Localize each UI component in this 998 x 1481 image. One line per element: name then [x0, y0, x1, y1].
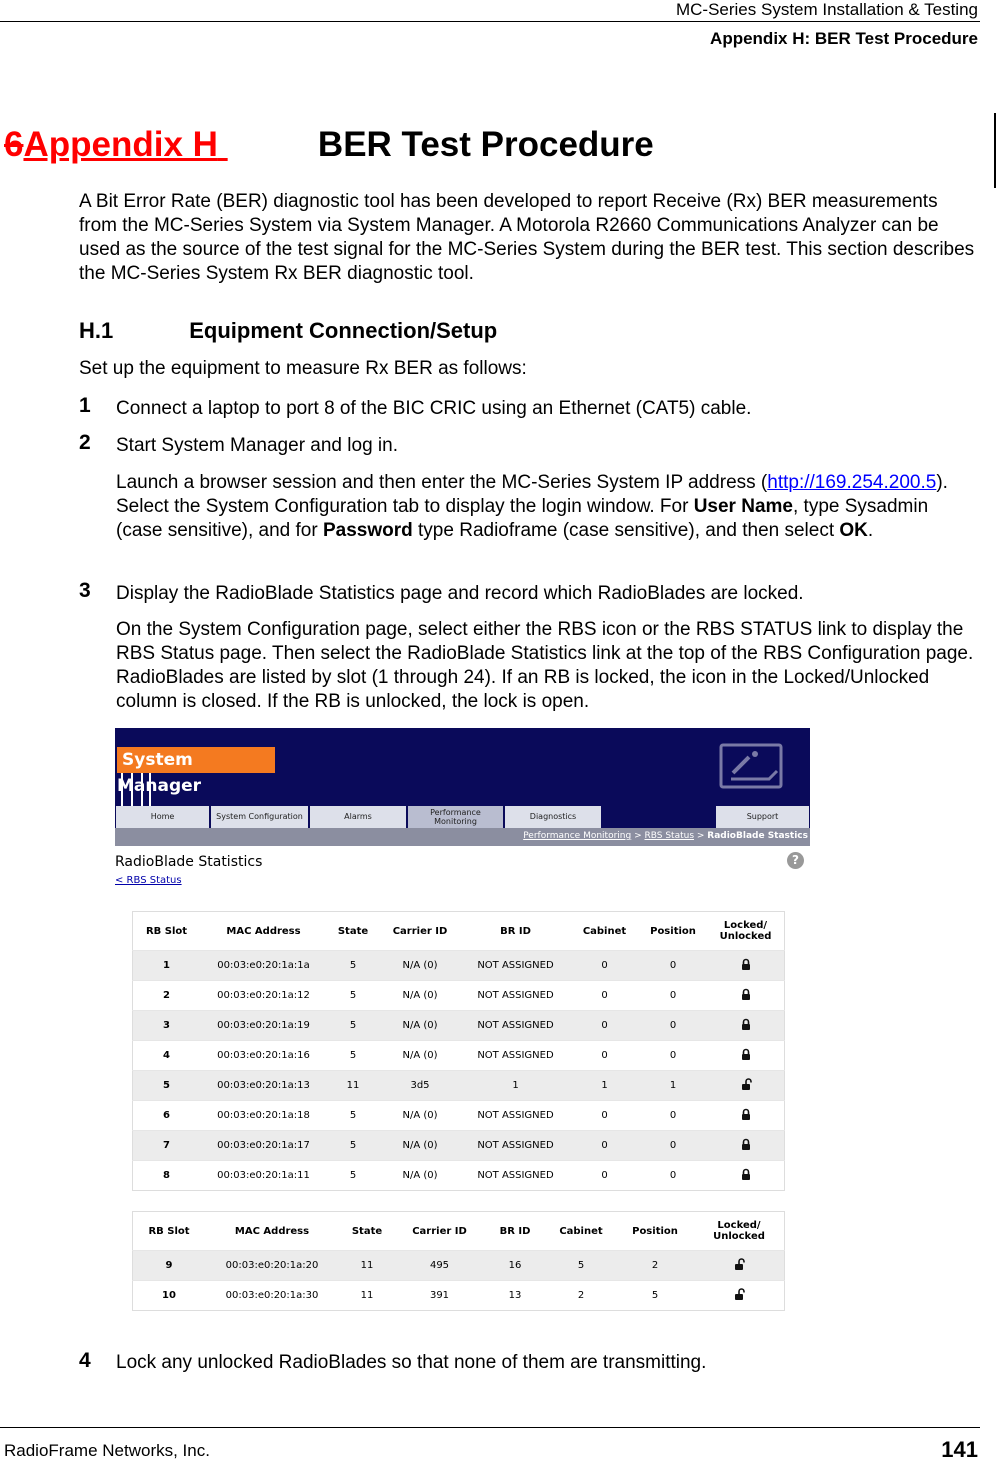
col-carrier-id: Carrier ID — [392, 925, 448, 937]
slot-cell: 6 — [133, 1101, 201, 1131]
position-cell: 0 — [639, 1161, 707, 1191]
appendix-label: Appendix H — [23, 125, 218, 164]
cabinet-cell: 0 — [570, 981, 639, 1011]
section-number: H.1 — [79, 318, 114, 343]
col-carrier-id: Carrier ID — [412, 1225, 467, 1237]
locked-icon[interactable] — [707, 1131, 785, 1161]
tab-alarms[interactable]: Alarms — [310, 806, 406, 828]
section-heading — [79, 318, 497, 344]
tab-system-configuration[interactable]: System Configuration — [211, 806, 308, 828]
step-number: 4 — [79, 1349, 91, 1372]
position-cell: 2 — [616, 1251, 694, 1281]
sm-nav-bar — [115, 806, 810, 828]
breadcrumb: Performance Monitoring > RBS Status > RadioBlade Stastics — [115, 828, 810, 846]
mac-cell: 00:03:e0:20:1a:16 — [200, 1041, 327, 1071]
table-row — [133, 951, 785, 981]
state-cell: 5 — [327, 1041, 379, 1071]
step-number: 1 — [79, 394, 91, 417]
locked-icon[interactable] — [707, 1161, 785, 1191]
radioblade-table-2 — [132, 1211, 785, 1311]
system-manager-screenshot — [115, 728, 810, 1311]
cabinet-cell: 0 — [570, 951, 639, 981]
mac-cell: 00:03:e0:20:1a:19 — [200, 1011, 327, 1041]
cabinet-cell: 2 — [546, 1281, 616, 1311]
running-header-subtitle: Appendix H: BER Test Procedure — [710, 29, 978, 48]
table-row — [133, 1131, 785, 1161]
table-header-row — [133, 1212, 785, 1251]
col-cabinet: Cabinet — [559, 1225, 603, 1237]
carrier-cell: N/A (0) — [379, 1131, 461, 1161]
br-id-cell: NOT ASSIGNED — [461, 1011, 570, 1041]
col-state: State — [337, 925, 369, 937]
br-id-cell: NOT ASSIGNED — [461, 951, 570, 981]
step-detail: On the System Configuration page, select either the RBS icon or the RBS STATUS link to display the RBS Status page. Then select the RadioBlade Statistics link at the top of the RBS Configuration page. RadioBlades are listed by slot (1 through 24). If an RB is locked, the icon in the Locked/Unlocked column is closed. If the RB is unlocked, the lock is open. — [116, 619, 974, 712]
locked-icon[interactable] — [707, 951, 785, 981]
carrier-cell: N/A (0) — [379, 1011, 461, 1041]
position-cell: 0 — [639, 981, 707, 1011]
page-number: 141 — [941, 1437, 978, 1462]
unlocked-icon[interactable] — [694, 1281, 785, 1311]
br-id-cell: NOT ASSIGNED — [461, 1161, 570, 1191]
col-position: Position — [650, 925, 696, 937]
carrier-cell: N/A (0) — [379, 1161, 461, 1191]
running-header-title: MC-Series System Installation & Testing — [675, 0, 978, 19]
footer-company: RadioFrame Networks, Inc. — [4, 1441, 210, 1460]
mac-cell: 00:03:e0:20:1a:1a — [200, 951, 327, 981]
position-cell: 0 — [639, 1101, 707, 1131]
system-manager-logo: System Manager — [117, 747, 275, 773]
mac-cell: 00:03:e0:20:1a:30 — [205, 1281, 339, 1311]
ip-address-link[interactable]: http://169.254.200.5 — [767, 472, 937, 493]
sm-banner — [115, 728, 810, 806]
position-cell: 0 — [639, 951, 707, 981]
col-mac-address: MAC Address — [226, 925, 301, 937]
carrier-cell: N/A (0) — [379, 1041, 461, 1071]
br-id-cell: NOT ASSIGNED — [461, 981, 570, 1011]
tab-support[interactable]: Support — [716, 806, 809, 828]
col-rb-slot: RB Slot — [145, 925, 188, 937]
step-text: Display the RadioBlade Statistics page and record which RadioBlades are locked. — [116, 583, 804, 604]
intro-paragraph: A Bit Error Rate (BER) diagnostic tool has been developed to report Receive (Rx) BER measurements from the MC-Series System via System Manager. A Motorola R2660 Communications Analyzer can be used as the source of the test signal for the MC-Series System during the BER test. This section describes the MC-Series System Rx BER diagnostic tool. — [79, 191, 975, 284]
footer-rule — [0, 1427, 980, 1428]
help-icon[interactable]: ? — [787, 852, 804, 869]
breadcrumb-current: RadioBlade Stastics — [707, 831, 808, 841]
position-cell: 1 — [639, 1071, 707, 1101]
tab-home[interactable]: Home — [116, 806, 209, 828]
locked-icon[interactable] — [707, 1101, 785, 1131]
unlocked-icon[interactable] — [707, 1071, 785, 1101]
step-number: 2 — [79, 431, 91, 454]
position-cell: 5 — [616, 1281, 694, 1311]
section-lead: Set up the equipment to measure Rx BER as follows: — [79, 358, 527, 379]
slot-cell: 4 — [133, 1041, 201, 1071]
position-cell: 0 — [639, 1131, 707, 1161]
br-id-cell: NOT ASSIGNED — [461, 1131, 570, 1161]
slot-cell: 3 — [133, 1011, 201, 1041]
col-rb-slot: RB Slot — [148, 1225, 190, 1237]
slot-cell: 8 — [133, 1161, 201, 1191]
breadcrumb-performance-monitoring[interactable]: Performance Monitoring — [523, 831, 632, 841]
locked-icon[interactable] — [707, 1041, 785, 1071]
step-text: Lock any unlocked RadioBlades so that none of them are transmitting. — [116, 1352, 707, 1373]
cabinet-cell: 0 — [570, 1041, 639, 1071]
carrier-cell: N/A (0) — [379, 951, 461, 981]
state-cell: 5 — [327, 981, 379, 1011]
state-cell: 11 — [339, 1251, 395, 1281]
chapter-title — [4, 125, 654, 165]
br-id-cell: NOT ASSIGNED — [461, 1101, 570, 1131]
table-row — [133, 1071, 785, 1101]
state-cell: 5 — [327, 1101, 379, 1131]
col-mac-address: MAC Address — [234, 1225, 310, 1237]
slot-cell: 9 — [133, 1251, 206, 1281]
slot-cell: 2 — [133, 981, 201, 1011]
br-id-cell: 13 — [484, 1281, 546, 1311]
carrier-cell: 391 — [395, 1281, 484, 1311]
step-number: 3 — [79, 579, 91, 602]
col-locked-unlocked: Locked/ Unlocked — [719, 920, 772, 942]
cabinet-cell: 0 — [570, 1101, 639, 1131]
slot-cell: 5 — [133, 1071, 201, 1101]
carrier-cell: 495 — [395, 1251, 484, 1281]
cabinet-cell: 1 — [570, 1071, 639, 1101]
col-locked-unlocked: Locked/ Unlocked — [713, 1220, 765, 1242]
chapter-title-text: BER Test Procedure — [317, 125, 654, 164]
mac-cell: 00:03:e0:20:1a:18 — [200, 1101, 327, 1131]
mac-cell: 00:03:e0:20:1a:11 — [200, 1161, 327, 1191]
table-row — [133, 981, 785, 1011]
position-cell: 0 — [639, 1011, 707, 1041]
state-cell: 11 — [339, 1281, 395, 1311]
table-row — [133, 1251, 785, 1281]
br-id-cell: 1 — [461, 1071, 570, 1101]
mac-cell: 00:03:e0:20:1a:20 — [205, 1251, 339, 1281]
breadcrumb-rbs-status[interactable]: RBS Status — [644, 831, 695, 841]
header-rule — [0, 21, 980, 22]
rbs-status-back-link[interactable]: < RBS Status — [115, 875, 182, 886]
carrier-cell: N/A (0) — [379, 981, 461, 1011]
dish-icon — [719, 743, 783, 789]
step-text: Connect a laptop to port 8 of the BIC CRIC using an Ethernet (CAT5) cable. — [116, 398, 752, 419]
state-cell: 5 — [327, 951, 379, 981]
col-br-id: BR ID — [500, 925, 531, 937]
table-row — [133, 1101, 785, 1131]
table-row — [133, 1161, 785, 1191]
state-cell: 5 — [327, 1161, 379, 1191]
step-detail: Launch a browser session and then enter the MC-Series System IP address (http://169.254.200.5). Select the System Configuration tab to display the login window. For User Name, type Sysadmin (case sensitive), and for Password type Radioframe (case sensitive), and then select OK. — [116, 472, 948, 541]
position-cell: 0 — [639, 1041, 707, 1071]
mac-cell: 00:03:e0:20:1a:17 — [200, 1131, 327, 1161]
change-bar — [994, 113, 996, 188]
cabinet-cell: 0 — [570, 1161, 639, 1191]
table-row — [133, 1011, 785, 1041]
page-title: RadioBlade Statistics — [115, 854, 263, 870]
slot-cell: 1 — [133, 951, 201, 981]
step-text: Start System Manager and log in. — [116, 435, 398, 456]
br-id-cell: 16 — [484, 1251, 546, 1281]
carrier-cell: 3d5 — [379, 1071, 461, 1101]
cabinet-cell: 0 — [570, 1011, 639, 1041]
table-row — [133, 1041, 785, 1071]
locked-icon[interactable] — [707, 1011, 785, 1041]
slot-cell: 10 — [133, 1281, 206, 1311]
state-cell: 5 — [327, 1131, 379, 1161]
tab-diagnostics[interactable]: Diagnostics — [505, 806, 601, 828]
table-row — [133, 1281, 785, 1311]
col-br-id: BR ID — [499, 1225, 531, 1237]
struck-chapter-number: 6 — [4, 125, 24, 164]
table-header-row — [133, 912, 785, 951]
tab-performance-monitoring[interactable]: Performance Monitoring — [408, 806, 503, 828]
state-cell: 11 — [327, 1071, 379, 1101]
radioblade-table-1 — [132, 911, 785, 1191]
section-title: Equipment Connection/Setup — [189, 318, 498, 343]
slot-cell: 7 — [133, 1131, 201, 1161]
col-position: Position — [632, 1225, 678, 1237]
cabinet-cell: 0 — [570, 1131, 639, 1161]
mac-cell: 00:03:e0:20:1a:12 — [200, 981, 327, 1011]
tracked-change-underline — [218, 125, 318, 165]
state-cell: 5 — [327, 1011, 379, 1041]
col-state: State — [351, 1225, 383, 1237]
mac-cell: 00:03:e0:20:1a:13 — [200, 1071, 327, 1101]
locked-icon[interactable] — [707, 981, 785, 1011]
br-id-cell: NOT ASSIGNED — [461, 1041, 570, 1071]
cabinet-cell: 5 — [546, 1251, 616, 1281]
unlocked-icon[interactable] — [694, 1251, 785, 1281]
carrier-cell: N/A (0) — [379, 1101, 461, 1131]
col-cabinet: Cabinet — [582, 925, 627, 937]
